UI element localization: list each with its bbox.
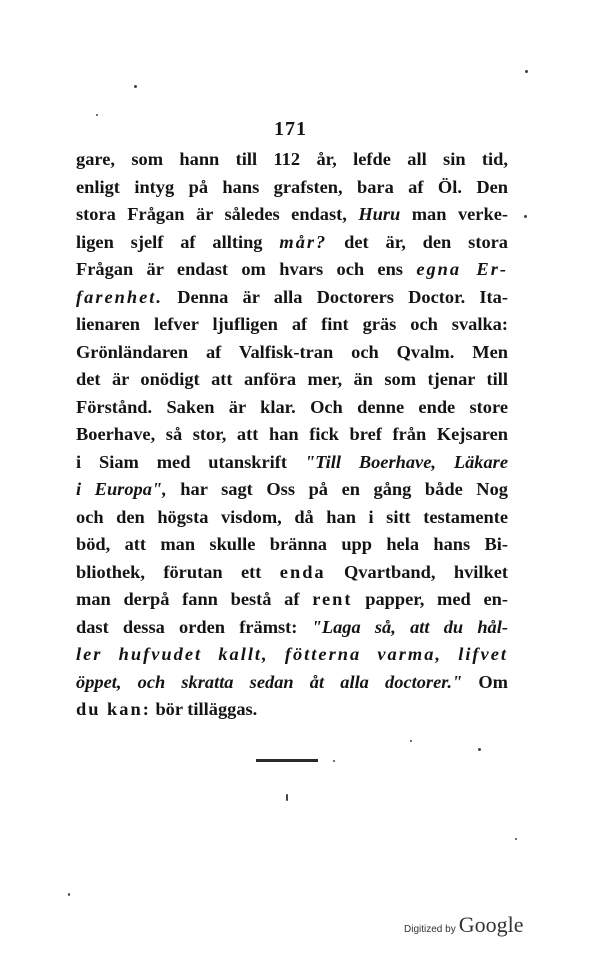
- text-run: farenhet.: [76, 286, 163, 307]
- text-run: dast dessa orden främst:: [76, 616, 312, 637]
- text-run: papper, med en-: [352, 589, 508, 609]
- text-line: [76, 146, 508, 174]
- text-line: [76, 284, 508, 312]
- text-run: Förstånd. Saken är klar. Och denne ende store: [76, 396, 508, 417]
- text-run: "Till Boerhave, Läkare: [304, 451, 508, 472]
- text-line: [76, 256, 508, 284]
- text-run: "Laga så, att du hål-: [311, 616, 508, 637]
- paper-speck: [478, 748, 481, 751]
- body-text: [76, 146, 508, 724]
- text-run: bör tilläggas.: [150, 699, 258, 719]
- text-run: i Europa",: [76, 479, 167, 499]
- text-run: mår?: [279, 231, 328, 252]
- section-rule: [256, 759, 318, 762]
- text-run: Qvartband, hvilket: [325, 561, 508, 582]
- text-line: [76, 201, 508, 229]
- text-line: [76, 311, 508, 339]
- text-run: och den högsta visdom, då han i sitt testamente: [76, 506, 508, 527]
- google-watermark: [404, 912, 523, 938]
- text-line: [76, 476, 508, 504]
- text-line: [76, 669, 508, 697]
- text-run: i Siam med utanskrift: [76, 451, 305, 472]
- paper-speck: [333, 760, 335, 762]
- text-line: [76, 504, 508, 532]
- text-run: har sagt Oss på en gång både Nog: [166, 479, 508, 499]
- text-run: Huru: [358, 204, 401, 224]
- text-line: [76, 696, 508, 724]
- text-run: ler hufvudet kallt, fötterna varma, lifvet: [76, 644, 508, 664]
- text-line: [76, 449, 508, 477]
- watermark-prefix: Digitized by: [404, 924, 456, 935]
- paper-speck: [525, 70, 528, 73]
- text-run: enda: [279, 561, 326, 582]
- paper-speck: [515, 838, 517, 840]
- google-logo: Google: [458, 912, 524, 937]
- text-run: man derpå fann bestå af: [76, 589, 313, 609]
- text-line: [76, 339, 508, 367]
- paper-speck: [524, 215, 527, 218]
- text-run: enligt intyg på hans grafsten, bara af Öl. Den: [76, 176, 508, 197]
- text-line: [76, 421, 508, 449]
- text-run: Denna är alla Doctorers Doctor. Ita-: [162, 286, 508, 307]
- text-run: böd, att man skulle bränna upp hela hans Bi-: [76, 534, 508, 554]
- text-run: du kan:: [76, 699, 151, 719]
- paper-speck: [286, 794, 288, 801]
- text-run: egna Er-: [416, 259, 508, 279]
- text-run: Grönländaren af Valfisk-tran och Qvalm. Men: [76, 341, 508, 362]
- text-line: [76, 229, 508, 257]
- text-line: [76, 614, 508, 642]
- text-line: [76, 586, 508, 614]
- paper-speck: [410, 740, 412, 742]
- text-line: [76, 174, 508, 202]
- text-line: [76, 366, 508, 394]
- text-line: [76, 531, 508, 559]
- text-run: rent: [312, 589, 353, 609]
- text-line: [76, 394, 508, 422]
- text-run: öppet, och skratta sedan åt alla doctorer.": [76, 671, 463, 692]
- page-number: 171: [274, 118, 307, 140]
- text-run: det är onödigt att anföra mer, än som tjenar till: [76, 369, 508, 389]
- text-run: Frågan är endast om hvars och ens: [76, 259, 417, 279]
- text-run: man verke-: [400, 204, 508, 224]
- text-run: gare, som hann till 112 år, lefde all sin tid,: [76, 149, 508, 169]
- text-line: [76, 641, 508, 669]
- text-run: det är, den stora: [327, 231, 508, 252]
- text-run: bliothek, förutan ett: [76, 561, 280, 582]
- paper-speck: [96, 114, 98, 116]
- paper-speck: [134, 85, 137, 88]
- text-run: ligen sjelf af allting: [76, 231, 280, 252]
- text-run: Boerhave, så stor, att han fick bref från Kejsaren: [76, 424, 508, 444]
- text-run: stora Frågan är således endast,: [76, 204, 359, 224]
- text-run: Om: [462, 671, 508, 692]
- paper-speck: [68, 893, 70, 896]
- text-run: lienaren lefver ljufligen af fint gräs och svalka:: [76, 314, 508, 334]
- text-line: [76, 559, 508, 587]
